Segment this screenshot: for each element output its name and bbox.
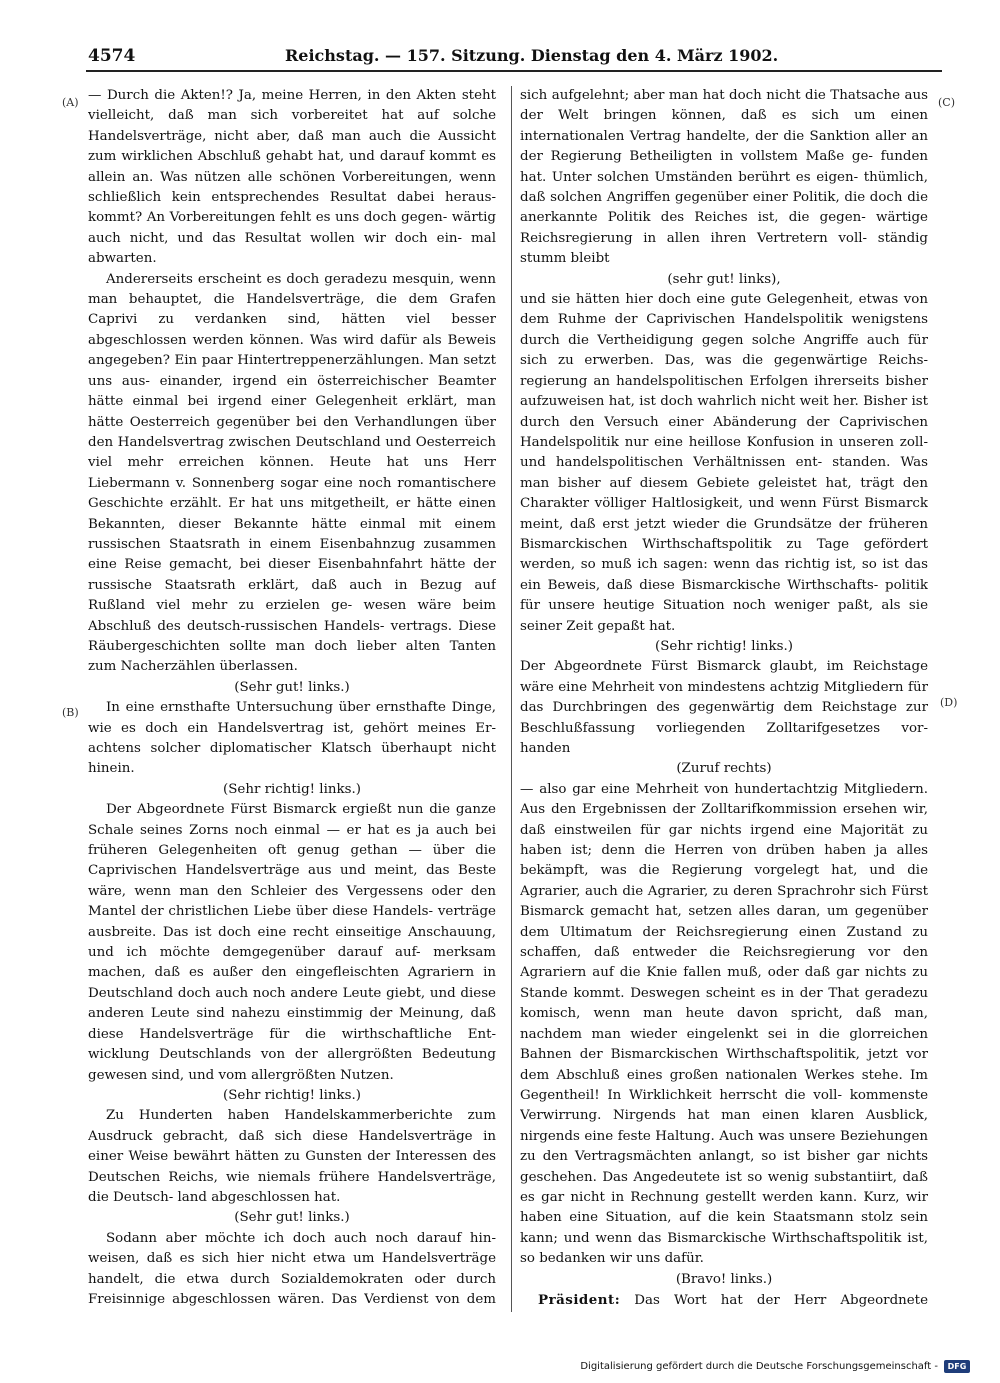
interjection: (Sehr gut! links.) <box>234 679 350 695</box>
president-text: Das Wort hat der Herr Abgeordnete <box>634 1292 928 1308</box>
footer-text: Digitalisierung gefördert durch die Deutsche Forschungsgemeinschaft - <box>580 1361 938 1372</box>
margin-mark-c: (C) <box>938 96 955 109</box>
paragraph: — Durch die Akten!? Ja, meine Herren, in den Akten steht vielleicht, daß man sich vorbereitet hat auf solche Handelsverträge, nicht aber, daß man auch die Aussicht zum wirklichen Abschluß gehabt hat, und darauf kommt es allein an. Was nützen alle schönen Vorbereitungen, wenn schließlich kein entsprechendes Resultat dabei heraus- kommt? An Vorbereitungen fehlt es uns doch gegen- wärtig auch nicht, und das Resultat wollen wir doch ein- mal abwarten. <box>88 88 496 267</box>
running-head: Reichstag. — 157. Sitzung. Dienstag den 4. März 1902. <box>285 46 779 65</box>
footer <box>580 1360 970 1373</box>
interjection: (Zuruf rechts) <box>676 761 772 777</box>
dfg-logo: DFG <box>944 1360 970 1373</box>
paragraph: sich aufgelehnt; aber man hat doch nicht die Thatsache aus der Welt bringen können, daß es sich um einen internationalen Vertrag handelte, der die Sanktion aller an der Regierung Betheiligten in vollstem Maße ge- funden hat. Unter solchen Umständen berührt es eigen- thümlich, daß solchen Angriffen gegenüber einer Politik, die doch die anerkannte Politik des Reiches ist, die gegen- wärtige Reichsregierung in allen ihren Vertretern voll- ständig stumm bleibt <box>520 88 928 267</box>
president-statement <box>520 1290 928 1312</box>
paragraph: Andererseits erscheint es doch geradezu mesquin, wenn man behauptet, die Handelsverträge, die dem Grafen Caprivi zu verdanken sind, hätten viel besser abgeschlossen werden können. Was wird dafür als Beweis angegeben? Ein paar Hintertreppenerzählungen. Man setzt uns aus- einander, irgend ein österreichischer Beamter hätte einmal bei irgend einer Gelegenheit erklärt, man hätte Oesterreich gegenüber bei den Verhandlungen über den Handelsvertrag zwischen Deutschland und Oesterreich viel mehr erreichen können. Heute hat uns Herr Liebermann v. Sonnenberg sogar eine noch romantischere Geschichte erzählt. Er hat uns mitgetheilt, er hätte einen Bekannten, dieser Bekannte hätte einmal mit einem russischen Staatsrath in einem Eisenbahnzug zusammen eine Reise gemacht, bei dieser Eisenbahnfahrt hätte der russische Staatsrath erklärt, daß auch in Bezug auf Rußland viel mehr zu erzielen ge- wesen wäre beim Abschluß des deutsch-russischen Handels- vertrags. Diese Räubergeschichten sollte man doch lieber alten Tanten zum Nacherzählen überlassen. <box>88 271 496 675</box>
president-label: Präsident: <box>538 1291 621 1308</box>
margin-mark-b: (B) <box>62 706 79 719</box>
margin-mark-d: (D) <box>940 696 958 709</box>
paragraph: Zu Hunderten haben Handelskammerberichte zum Ausdruck gebracht, daß sich diese Handelsverträge in einer Weise bewährt hätten zu Gunsten der Interessen des Deutschen Reichs, wie niemals frühere Handelsverträge, die Deutsch- land abgeschlossen hat. <box>88 1108 496 1205</box>
interjection: (Sehr gut! links.) <box>234 1210 350 1226</box>
paragraph: Der Abgeordnete Fürst Bismarck ergießt nun die ganze Schale seines Zorns noch einmal — er hat es ja auch bei früheren Gelegenheiten oft genug gethan — über die Caprivischen Handelsverträge aus und meint, das Beste wäre, wenn man den Schleier des Vergessens oder den Mantel der christlichen Liebe über diese Handels- verträge ausbreite. Das ist doch eine recht einseitige Anschauung, und ich möchte demgegenüber darauf auf- merksam machen, daß es außer den eingefleischten Agrariern in Deutschland doch auch noch andere Leute giebt, und diese anderen Leute sind nahezu einstimmig der Meinung, daß diese Handelsverträge für die wirthschaftliche Ent- wicklung Deutschlands von der allergrößten Bedeutung gewesen sind, und vom allergrößten Nutzen. <box>88 802 496 1083</box>
interjection: (Sehr richtig! links.) <box>223 781 361 797</box>
column-divider <box>511 86 512 1312</box>
interjection: (Sehr richtig! links.) <box>655 638 793 654</box>
margin-mark-a: (A) <box>62 96 79 109</box>
paragraph: — also gar eine Mehrheit von hundertachtzig Mitgliedern. Aus den Ergebnissen der Zolltarifkommission ersehen wir, daß einstweilen für gar nichts irgend eine Majorität zu haben ist; denn die Herren von drüben haben ja alles bekämpft, was die Regierung vorgelegt hat, und die Agrarier, auch die Agrarier, zu deren Sprachrohr sich Fürst Bismarck gemacht hat, setzen alles daran, um gegenüber dem Ultimatum der Reichsregierung einen Zustand zu schaffen, daß entweder die Reichsregierung vor den Agrariern auf die Knie fallen muß, oder daß gar nichts zu Stande kommt. Deswegen scheint es in der That geradezu komisch, wenn man heute davon spricht, daß man, nachdem man wieder eingelenkt sei in die glorreichen Bahnen der Bismarckischen Wirthschaftspolitik, jetzt vor dem Abschluß eines großen nationalen Werkes stehe. Im Gegentheil! In Wirklichkeit herrscht die voll- kommenste Verwirrung. Nirgends hat man einen klaren Ausblick, nirgends eine feste Haltung. Auch was unsere Beziehungen zu den Vertragsmächten anlangt, so ist bisher gar nichts geschehen. Das Angedeutete ist so wenig substantiirt, daß es gar nicht in Rechnung gestellt werden kann. Kurz, wir haben eine Situation, auf die kein Staatsmann stolz sein kann; und wenn das Bismarckische Wirthschaftspolitik ist, so bedanken wir uns dafür. <box>520 781 928 1267</box>
paragraph: Der Abgeordnete Fürst Bismarck glaubt, im Reichstage wäre eine Mehrheit von mindestens achtzig Mitgliedern für das Durchbringen des gegenwärtig dem Reichstage zur Beschlußfassung vorliegenden Zolltarifgesetzes vor- handen <box>520 659 928 756</box>
header-rule <box>86 70 942 72</box>
paragraph: und sie hätten hier doch eine gute Gelegenheit, etwas von dem Ruhme der Caprivischen Handelspolitik wenigstens durch die Vertheidigung gegen solche Angriffe auch für sich zu erwerben. Das, was die gegenwärtige Reichs- regierung an handelspolitischen Erfolgen ihrerseits bisher aufzuweisen hat, ist doch wahrlich nicht weit her. Bisher ist durch den Versuch einer Abänderung der Caprivischen Handelspolitik nur eine heillose Konfusion in unseren zoll- und handelspolitischen Verhältnissen ent- standen. Was man bisher auf diesem Gebiete geleistet hat, trägt den Charakter völliger Haltlosigkeit, und wenn Fürst Bismarck meint, daß erst jetzt wieder die Grundsätze der früheren Bismarckischen Wirthschaftspolitik zu Tage gefördert werden, so muß ich sagen: wenn das richtig ist, so ist das ein Beweis, daß diese Bismarckische Wirthschafts- politik für unsere heutige Situation noch weniger paßt, als sie seiner Zeit gepaßt hat. <box>520 292 928 634</box>
interjection: (sehr gut! links), <box>667 271 781 287</box>
left-column <box>88 86 496 1312</box>
paragraph: In eine ernsthafte Untersuchung über ernsthafte Dinge, wie es doch ein Handelsvertrag ist, gehört meines Er- achtens solcher diplomatischer Klatsch überhaupt nicht hinein. <box>88 700 496 777</box>
interjection: (Bravo! links.) <box>675 1271 773 1287</box>
right-column <box>520 86 928 1312</box>
interjection: (Sehr richtig! links.) <box>223 1087 361 1103</box>
paragraph: Sodann aber möchte ich doch auch noch darauf hin- weisen, daß es sich hier nicht etwa um Handelsverträge handelt, die etwa durch Sozialdemokraten oder durch Freisinnige abgeschlossen wären. Das Verdienst von dem <box>88 1230 496 1307</box>
page-number: 4574 <box>88 46 136 66</box>
